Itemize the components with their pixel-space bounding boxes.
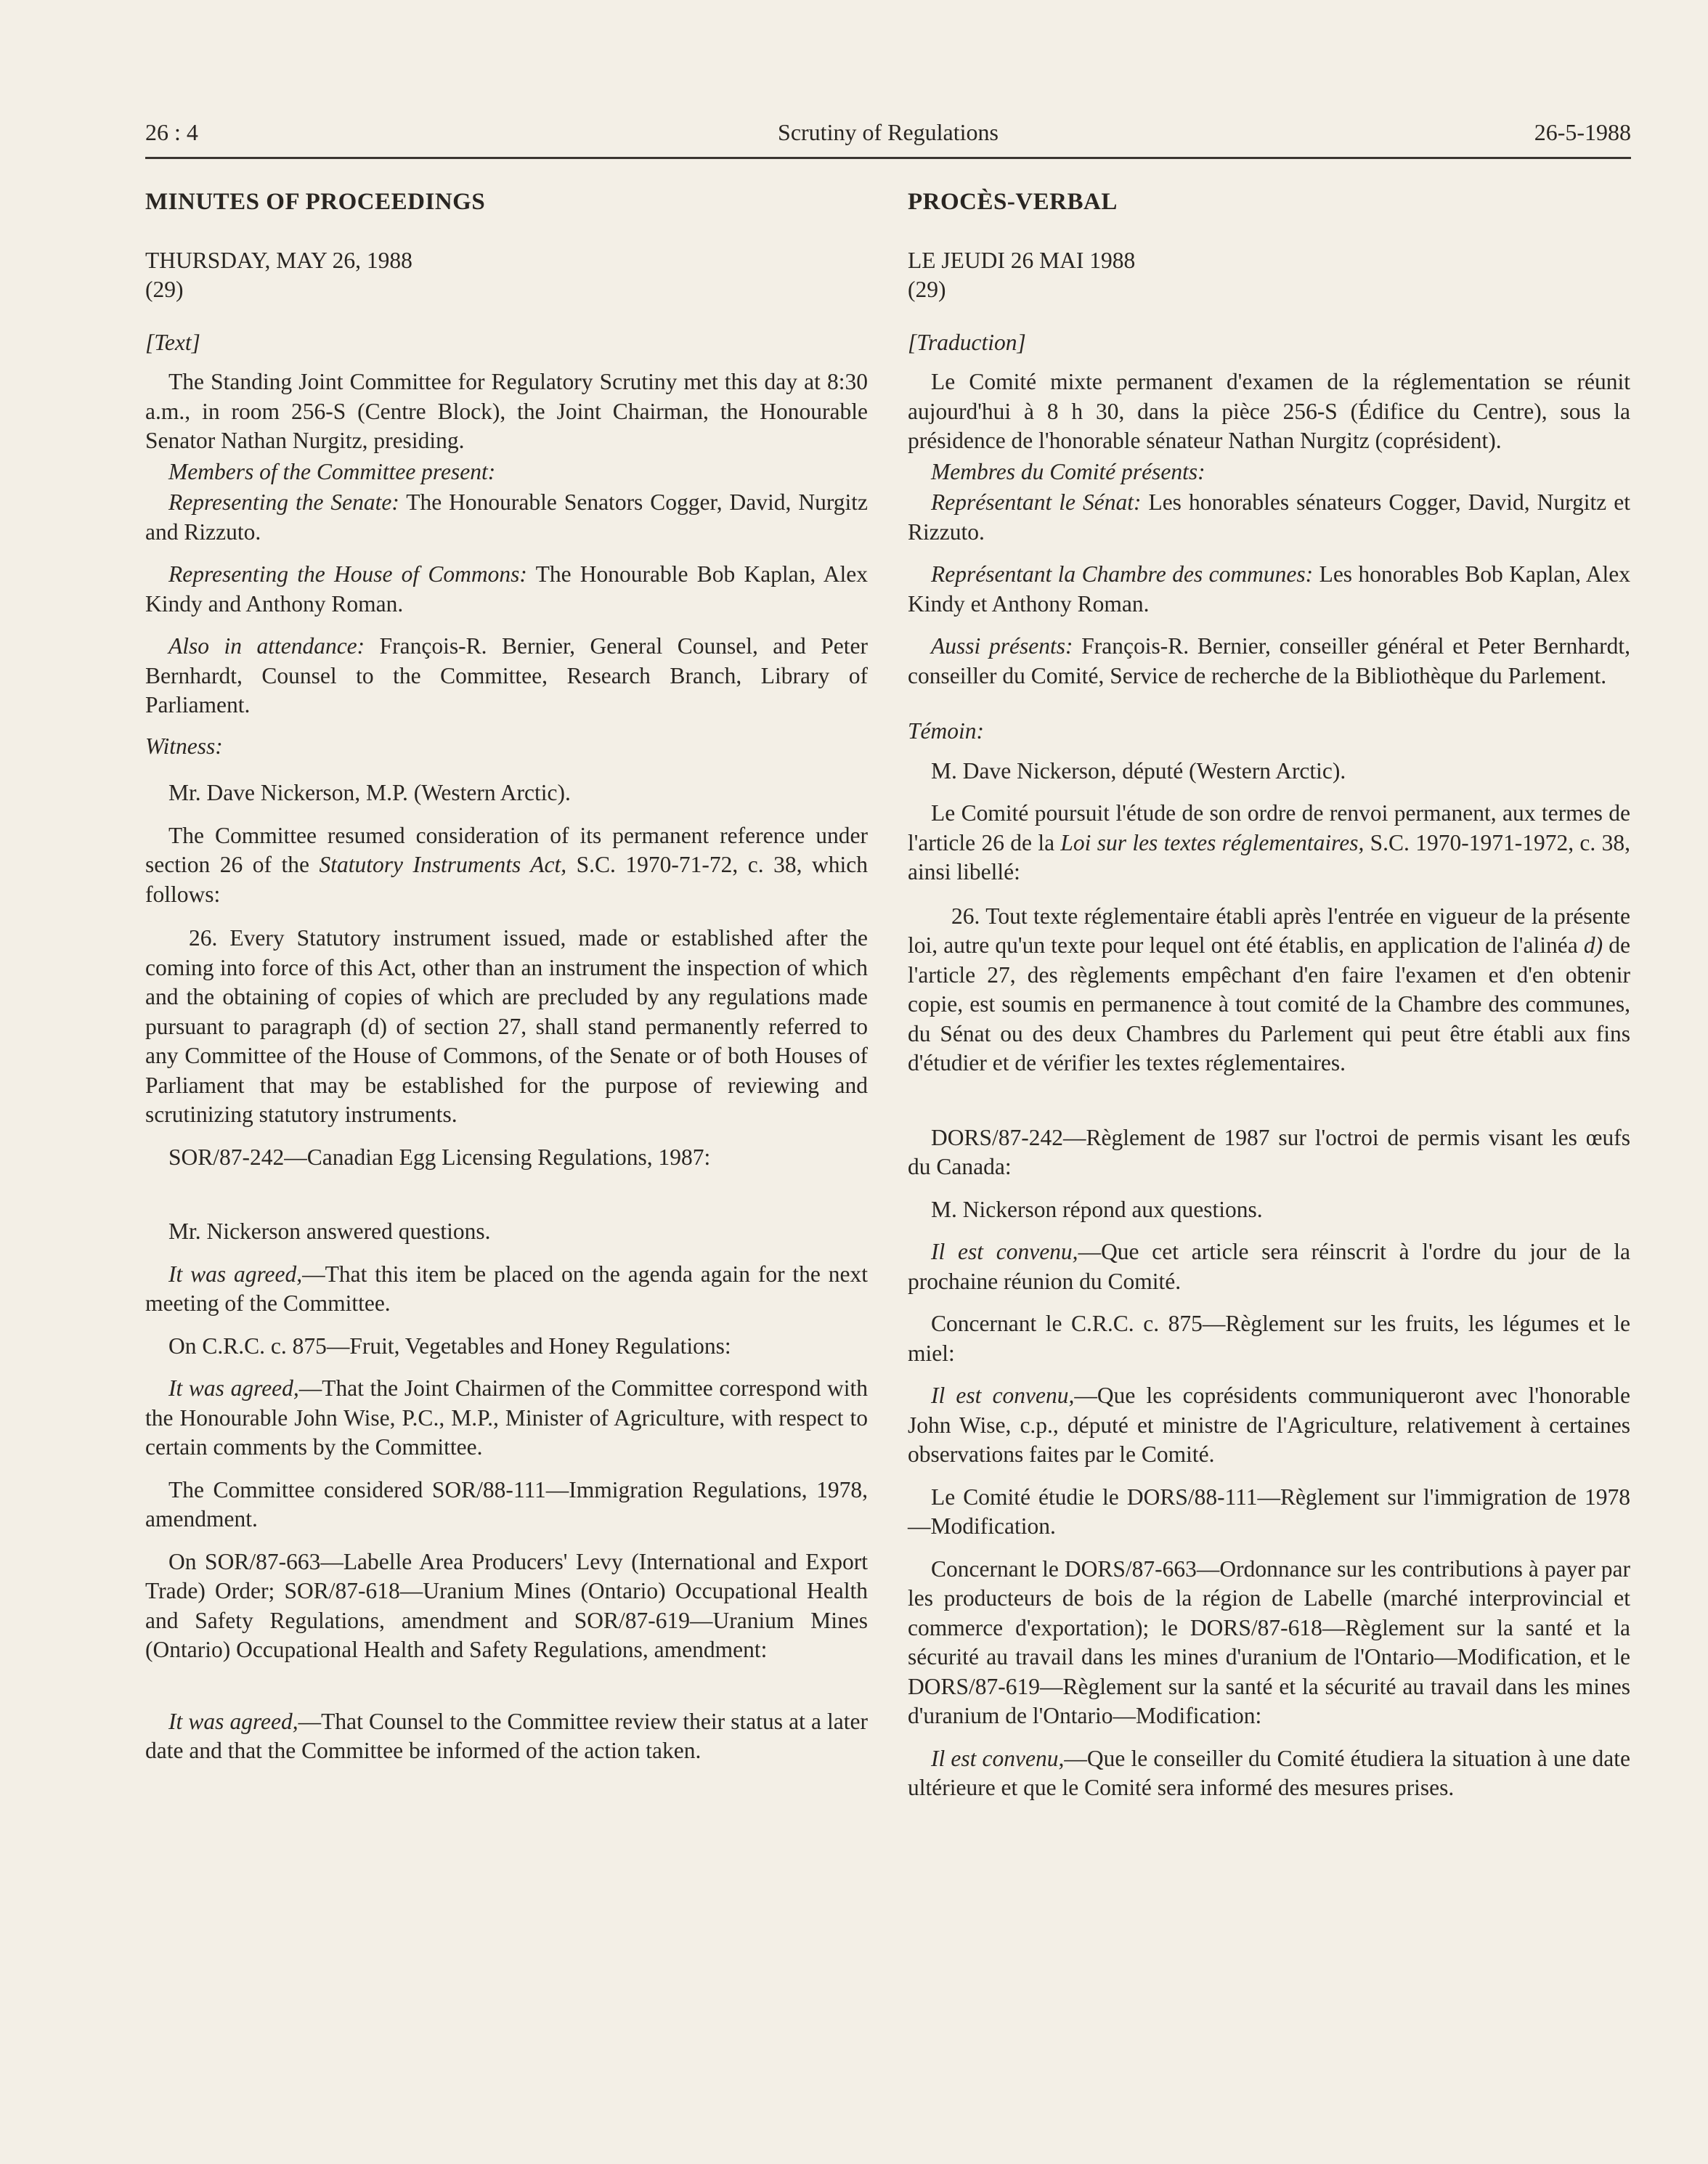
senate-label-fr: Représentant le Sénat: (931, 489, 1142, 515)
senate-label: Representing the Senate: (168, 489, 399, 515)
witness-text: Mr. Dave Nickerson, M.P. (Western Arctic). (168, 780, 571, 805)
witness-label: Witness: (145, 733, 223, 759)
attendance-paragraph (145, 632, 868, 720)
translation-label: [Traduction] (908, 329, 1026, 355)
agreed-3-text: —That Counsel to the Committee review their status at a later date and that the Committee be informed of the action taken. (145, 1708, 869, 1763)
agreed-1-text: —That this item be placed on the agenda again for the next meeting of the Committee. (145, 1261, 868, 1316)
agreed-1-text-fr: —Que cet article sera réinscrit à l'ordre du jour de la prochaine réunion du Comité. (908, 1239, 1630, 1294)
minutes-heading: MINUTES OF PROCEEDINGS (145, 189, 486, 215)
sor-87-663: On SOR/87-663—Labelle Area Producers' Levy (International and Export Trade) Order; SOR/87-618—Uranium Mines (Ontario) Occupational Health and Safety Regulations, amendment and SOR/87-619—Uranium Mines (Ontario) Occupational Health and Safety Regulations, amendment: (145, 1548, 868, 1662)
statutory-act-title-fr: Loi sur les textes réglementaires, (1060, 829, 1365, 855)
dors-87-242: DORS/87-242—Règlement de 1987 sur l'octroi de permis visant les œufs du Canada: (908, 1124, 1630, 1179)
agreed-2-text-fr: —Que les coprésidents communiqueront avec l'honorable John Wise, c.p., député et ministre de l'Agriculture, relativement à certaines observations faites par le Comité. (908, 1383, 1630, 1467)
crc-875: On C.R.C. c. 875—Fruit, Vegetables and Honey Regulations: (168, 1333, 731, 1359)
section-26-text-b: de l'article 27, des règlements empêchant d'en faire l'examen et d'en obtenir copie, est soumis en permanence à tout comité de la Chambre des communes, du Sénat ou des deux Chambres du Parlement qui peut être établi aux fins d'étudier et de vérifier les textes réglementaires. (908, 932, 1631, 1075)
agreed-2 (145, 1374, 868, 1463)
sor-88-111: The Committee considered SOR/88-111—Immigration Regulations, 1978, amendment. (145, 1476, 868, 1532)
agreed-label: It was agreed, (168, 1375, 299, 1401)
agreed-1-fr (908, 1237, 1630, 1296)
agreed-3 (145, 1707, 868, 1766)
resumed-text-1: The Committee resumed consideration of its permanent reference under section 26 of the (145, 822, 868, 877)
witness-text-fr: M. Dave Nickerson, député (Western Arctic). (931, 757, 1346, 784)
agreed-label-fr: Il est convenu, (931, 1239, 1078, 1264)
commons-representatives (145, 560, 868, 619)
english-column (145, 187, 868, 1766)
commons-label-fr: Représentant la Chambre des communes: (931, 561, 1314, 587)
witness-label-fr: Témoin: (908, 718, 984, 744)
agreed-3-fr (908, 1744, 1630, 1803)
dors-88-111: Le Comité étudie le DORS/88-111—Règlement sur l'immigration de 1978—Modification. (908, 1484, 1630, 1539)
meeting-paragraph-fr: Le Comité mixte permanent d'examen de la réglementation se réunit aujourd'hui à 8 h 30, dans la pièce 256-S (Édifice du Centre), sous la présidence de l'honorable sénateur Nathan Nurgitz (coprésident). (908, 369, 1630, 453)
agreed-3-text-fr: —Que le conseiller du Comité étudiera la situation à une date ultérieure et que le Comité sera informé des mesures prises. (908, 1745, 1630, 1800)
sor-87-242: SOR/87-242—Canadian Egg Licensing Regulations, 1987: (168, 1144, 711, 1170)
meeting-day-fr: LE JEUDI 26 MAI 1988 (908, 247, 1136, 273)
running-title: Scrutiny of Regulations (778, 119, 999, 145)
section-26-text-a: 26. Tout texte réglementaire établi après l'entrée en vigueur de la présente loi, autre qu'un texte pour lequel ont été établis, en application de l'alinéa (908, 903, 1630, 958)
meeting-number-fr: (29) (908, 277, 946, 302)
section-26-text: 26. Every Statutory instrument issued, made or established after the coming into force of this Act, other than an instrument the inspection of which and the obtaining of copies of which are precluded by any regulations made pursuant to paragraph (d) of section 27, shall stand permanently referred to any Committee of the House of Commons, of the Senate or of both Houses of Parliament that may be established for the purpose of reviewing and scrutinizing statutory instruments. (145, 925, 868, 1127)
answered-text: Mr. Nickerson answered questions. (168, 1219, 491, 1244)
statutory-act-title: Statutory Instruments Act, (319, 852, 567, 877)
meeting-day: THURSDAY, MAY 26, 1988 (145, 247, 412, 273)
agreed-label: It was agreed, (168, 1261, 303, 1287)
meeting-paragraph: The Standing Joint Committee for Regulatory Scrutiny met this day at 8:30 a.m., in room 256-S (Centre Block), the Joint Chairman, the Honourable Senator Nathan Nurgitz, presiding. (145, 369, 868, 453)
running-header (145, 116, 1631, 159)
resumed-text-2: S.C. 1970-71-72, c. 38, which follows: (145, 852, 868, 907)
commons-label: Representing the House of Commons: (168, 561, 527, 587)
proces-verbal-heading: PROCÈS-VERBAL (908, 189, 1118, 215)
attendance-label: Also in attendance: (168, 633, 365, 659)
header-date: 26-5-1988 (1534, 119, 1631, 145)
attendance-text-fr: François-R. Bernier, conseiller général et Peter Bernhardt, conseiller du Comité, Service de recherche de la Bibliothèque du Parlement. (908, 633, 1631, 688)
attendance-text: François-R. Bernier, General Counsel, and Peter Bernhardt, Counsel to the Committee, Research Branch, Library of Parliament. (145, 633, 868, 717)
commons-text: The Honourable Bob Kaplan, Alex Kindy and Anthony Roman. (145, 561, 869, 617)
agreed-label-fr: Il est convenu, (931, 1383, 1075, 1408)
agreed-label-fr: Il est convenu, (931, 1745, 1065, 1771)
resumed-text-1-fr: Le Comité poursuit l'étude de son ordre de renvoi permanent, aux termes de l'article 26 de la (908, 800, 1630, 855)
members-label: Members of the Committee present: (168, 458, 496, 484)
page-number: 26 : 4 (145, 119, 198, 145)
resumed-text-2-fr: S.C. 1970-1971-1972, c. 38, ainsi libellé: (908, 829, 1630, 884)
french-column (908, 187, 1630, 1803)
senate-representatives-fr (908, 488, 1630, 547)
section-26-paragraph-d: d) (1583, 932, 1603, 958)
members-label-fr: Membres du Comité présents: (931, 458, 1205, 484)
commons-text-fr: Les honorables Bob Kaplan, Alex Kindy et Anthony Roman. (908, 561, 1630, 617)
resumed-paragraph (145, 821, 868, 910)
resumed-paragraph-fr (908, 799, 1630, 887)
attendance-paragraph-fr (908, 632, 1630, 691)
section-26-text-fr (908, 902, 1630, 1078)
agreed-1 (145, 1260, 868, 1319)
meeting-number: (29) (145, 277, 184, 302)
commons-representatives-fr (908, 560, 1630, 619)
answered-text-fr: M. Nickerson répond aux questions. (931, 1196, 1263, 1222)
attendance-label-fr: Aussi présents: (931, 633, 1073, 659)
senate-representatives (145, 488, 868, 547)
agreed-label: It was agreed, (168, 1708, 298, 1734)
senate-text-fr: Les honorables sénateurs Cogger, David, Nurgitz et Rizzuto. (908, 489, 1630, 545)
senate-text: The Honourable Senators Cogger, David, Nurgitz and Rizzuto. (145, 489, 869, 545)
crc-875-fr: Concernant le C.R.C. c. 875—Règlement sur les fruits, les légumes et le miel: (908, 1311, 1630, 1366)
dors-87-663: Concernant le DORS/87-663—Ordonnance sur les contributions à payer par les producteurs de bois de la région de Labelle (marché interprovincial et commerce d'exportation); le DORS/87-618—Règlement sur la santé et la sécurité au travail dans les mines d'uranium de l'Ontario—Modification, et le DORS/87-619—Règlement sur la santé et la sécurité au travail dans les mines d'uranium de l'Ontario—Modification: (908, 1555, 1630, 1728)
text-label: [Text] (145, 329, 200, 355)
agreed-2-text: —That the Joint Chairmen of the Committee correspond with the Honourable John Wise, P.C., M.P., Minister of Agriculture, with respect to certain comments by the Committee. (145, 1375, 868, 1460)
agreed-2-fr (908, 1381, 1630, 1470)
